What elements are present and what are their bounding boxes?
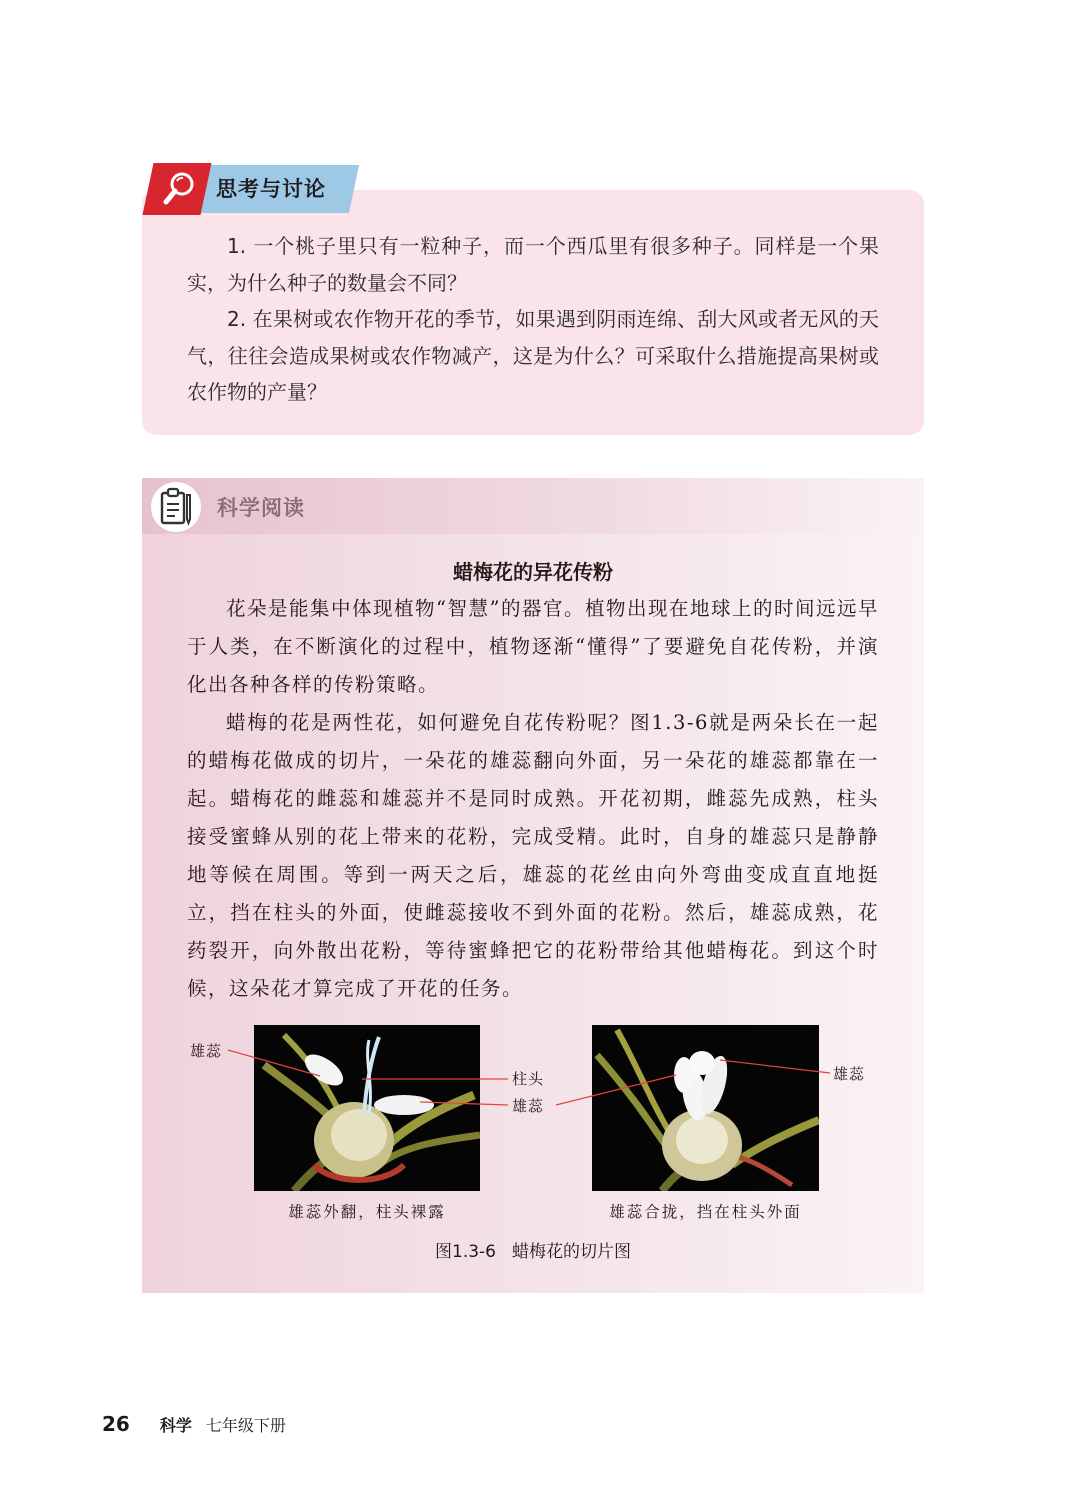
question-2: 2. 在果树或农作物开花的季节，如果遇到阴雨连绵、刮大风或者无风的天气，往往会造成果树或农作物减产，这是为什么？可采取什么措施提高果树或农作物的产量？: [187, 307, 879, 404]
think-discuss-header: [142, 163, 352, 215]
article-paragraph: 花朵是能集中体现植物“智慧”的器官。植物出现在地球上的时间远远早于人类，在不断演化的过程中，植物逐渐“懂得”了要避免自花传粉，并演化出各种各样的传粉策略。: [187, 597, 879, 696]
label-stamen-left: 雄蕊: [190, 1042, 223, 1060]
flower-section-photo-right: [592, 1025, 819, 1191]
science-reading-title: 科学阅读: [217, 496, 305, 520]
label-stigma: 柱头: [512, 1070, 545, 1088]
page-number: 26: [102, 1412, 130, 1436]
book-grade: 七年级下册: [205, 1416, 286, 1435]
think-discuss-title: 思考与讨论: [216, 177, 326, 201]
article-body: [187, 590, 879, 1008]
clipboard-icon: [159, 487, 193, 527]
flower-section-photo-left: [254, 1025, 480, 1191]
page-footer: [102, 1412, 286, 1436]
figure-title-text: 蜡梅花的切片图: [512, 1242, 631, 1262]
magnifier-icon: [160, 169, 198, 209]
book-subject: 科学: [159, 1416, 192, 1435]
label-stamen-right: 雄蕊: [833, 1065, 866, 1083]
caption-right: 雄蕊合拢，挡在柱头外面: [609, 1203, 802, 1221]
figure-title: [142, 1237, 924, 1262]
caption-left: 雄蕊外翻，柱头裸露: [288, 1203, 446, 1221]
label-stamen-middle: 雄蕊: [512, 1097, 545, 1115]
figure-number: 图1.3-6: [435, 1242, 496, 1262]
question-1: 1. 一个桃子里只有一粒种子，而一个西瓜里有很多种子。同样是一个果实，为什么种子的数量会不同？: [187, 234, 879, 295]
article-paragraph: 蜡梅的花是两性花，如何避免自花传粉呢？图1.3-6就是两朵长在一起的蜡梅花做成的切片，一朵花的雄蕊翻向外面，另一朵花的雄蕊都靠在一起。蜡梅花的雌蕊和雄蕊并不是同时成熟。开花初期，雌蕊先成熟，柱头接受蜜蜂从别的花上带来的花粉，完成受精。此时，自身的雄蕊只是静静地等候在周围。等到一两天之后，雄蕊的花丝由向外弯曲变成直直地挺立，挡在柱头的外面，使雌蕊接收不到外面的花粉。然后，雄蕊成熟，花药裂开，向外散出花粉，等待蜜蜂把它的花粉带给其他蜡梅花。到这个时候，这朵花才算完成了开花的任务。: [187, 711, 879, 1000]
article-title: 蜡梅花的异花传粉: [453, 560, 613, 584]
think-discuss-questions: [187, 228, 879, 411]
